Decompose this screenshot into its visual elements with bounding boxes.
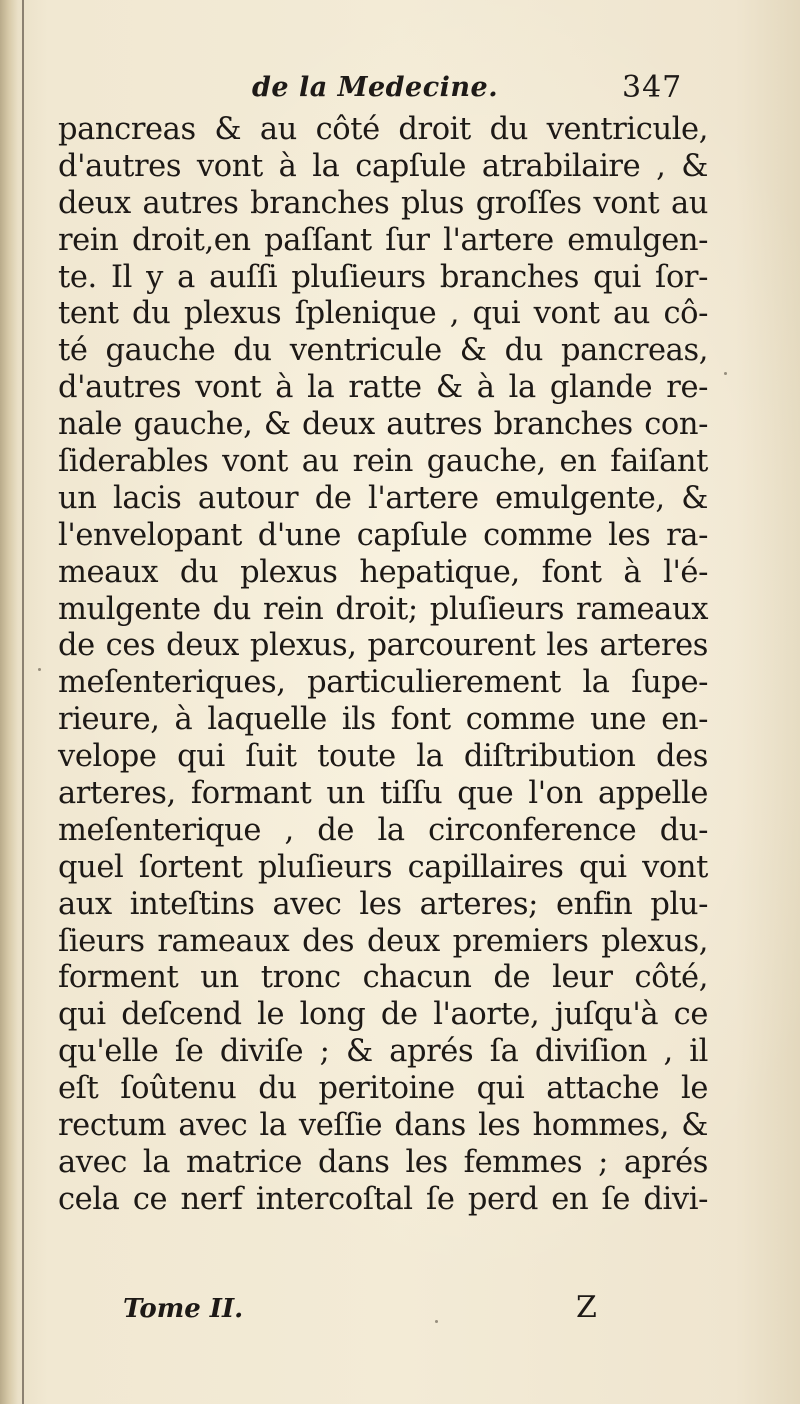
- text-line: rieure, à laquelle ils font comme une en-: [58, 702, 708, 738]
- text-line: eſt ſoûtenu du peritoine qui attache le: [58, 1071, 708, 1107]
- text-line: de ces deux plexus, parcourent les arteres: [58, 628, 708, 664]
- binding-edge: [0, 0, 18, 1404]
- body-text: [58, 112, 708, 1219]
- page-edge-rule: [22, 0, 24, 1404]
- ink-speck: [38, 668, 41, 671]
- text-line: un lacis autour de l'artere emulgente, &: [58, 480, 708, 516]
- text-line: qui deſcend le long de l'aorte, juſqu'à ce: [58, 997, 708, 1033]
- text-line: ſiderables vont au rein gauche, en faiſant: [58, 444, 708, 480]
- text-line: arteres, formant un tiſſu que l'on appelle: [58, 776, 708, 812]
- text-line: té gauche du ventricule & du pancreas,: [58, 333, 708, 369]
- text-line: d'autres vont à la capſule atrabilaire , &: [58, 148, 708, 184]
- text-line: te. Il y a auſſi pluſieurs branches qui ſor-: [58, 259, 708, 295]
- text-line: pancreas & au côté droit du ventricule,: [58, 112, 708, 147]
- text-line: tent du plexus ſplenique , qui vont au cô-: [58, 296, 708, 332]
- text-line: aux inteſtins avec les arteres; enfin plu-: [58, 886, 708, 922]
- volume-label: Tome II.: [123, 1294, 244, 1324]
- page-header: [62, 64, 702, 114]
- signature-mark: Z: [576, 1290, 597, 1325]
- text-line: mulgente du rein droit; pluſieurs rameaux: [58, 591, 708, 627]
- text-line: meaux du plexus hepatique, font à l'é-: [58, 554, 708, 590]
- text-line: rein droit,en paſſant ſur l'artere emulgen-: [58, 222, 708, 258]
- text-line: meſenteriques, particulierement la ſupe-: [58, 665, 708, 701]
- ink-speck: [724, 372, 727, 375]
- text-line: nale gauche, & deux autres branches con-: [58, 407, 708, 443]
- text-line: meſenterique , de la circonference du-: [58, 812, 708, 848]
- page-footer: [58, 1290, 708, 1330]
- text-line: cela ce nerf intercoſtal ſe perd en ſe divi-: [58, 1181, 708, 1217]
- running-title: de la Medecine.: [252, 72, 499, 103]
- text-line: d'autres vont à la ratte & à la glande re-: [58, 370, 708, 406]
- ink-speck: [435, 1320, 438, 1323]
- page-number: 347: [622, 70, 683, 105]
- text-line: avec la matrice dans les femmes ; aprés: [58, 1144, 708, 1180]
- text-line: quel ſortent pluſieurs capillaires qui vont: [58, 849, 708, 885]
- text-line: deux autres branches plus groſſes vont au: [58, 185, 708, 221]
- text-line: l'envelopant d'une capſule comme les ra-: [58, 517, 708, 553]
- text-line: ſieurs rameaux des deux premiers plexus,: [58, 923, 708, 959]
- text-line: rectum avec la veſſie dans les hommes, &: [58, 1108, 708, 1144]
- text-line: velope qui ſuit toute la diſtribution des: [58, 739, 708, 775]
- text-line: forment un tronc chacun de leur côté,: [58, 960, 708, 996]
- text-line: qu'elle ſe diviſe ; & aprés ſa diviſion , il: [58, 1034, 708, 1070]
